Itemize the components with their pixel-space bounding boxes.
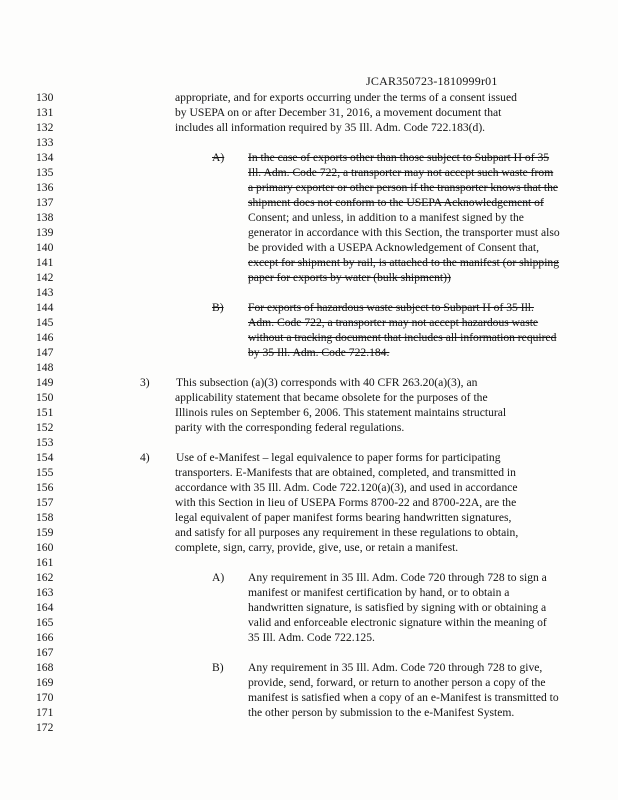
line-text: by USEPA on or after December 31, 2016, a movement document that [175,106,502,119]
line-text: Adm. Code 722, a transporter may not accept hazardous waste [248,316,539,329]
document-line [0,165,618,180]
document-line [0,285,618,300]
line-content [140,525,618,540]
line-number: 153 [36,436,54,449]
line-text: a primary exporter or other person if the transporter knows that the [248,181,559,194]
list-label: A) [212,571,225,584]
line-number: 142 [36,271,54,284]
line-number: 137 [36,196,54,209]
line-number: 163 [36,586,54,599]
document-line [0,90,618,105]
line-content [140,315,618,330]
document-line [0,180,618,195]
line-content [140,225,618,240]
document-id: JCAR350723-1810999r01 [366,74,498,88]
line-text: appropriate, and for exports occurring under the terms of a consent issued [175,91,517,104]
line-text: manifest is satisfied when a copy of an e-Manifest is transmitted to [248,691,559,704]
document-line [0,300,618,315]
line-number: 144 [36,301,54,314]
document-line [0,660,618,675]
document-line [0,120,618,135]
document-line [0,570,618,585]
document-line [0,465,618,480]
line-content [140,135,618,150]
line-content [140,630,618,645]
document-line [0,525,618,540]
document-line [0,720,618,735]
line-number: 170 [36,691,54,704]
line-number: 154 [36,451,54,464]
line-text: includes all information required by 35 Ill. Adm. Code 722.183(d). [175,121,486,134]
document-line [0,450,618,465]
line-content [140,375,618,390]
line-number: 160 [36,541,54,554]
line-content [140,585,618,600]
document-line [0,645,618,660]
line-content [140,690,618,705]
list-label: 3) [140,376,150,389]
line-content [140,195,618,210]
line-number: 143 [36,286,54,299]
document-line [0,630,618,645]
line-number: 151 [36,406,54,419]
document-line [0,600,618,615]
line-content [140,720,618,735]
document-line [0,690,618,705]
line-text: and satisfy for all purposes any requirement in these regulations to obtain, [175,526,519,539]
line-text: handwritten signature, is satisfied by signing with or obtaining a [248,601,547,614]
line-text: This subsection (a)(3) corresponds with 40 CFR 263.20(a)(3), an [176,376,478,389]
line-text: 35 Ill. Adm. Code 722.125. [248,631,375,644]
line-text [175,645,600,660]
line-number: 162 [36,571,54,584]
line-number: 166 [36,631,54,644]
line-number: 171 [36,706,54,719]
line-text [175,720,600,735]
line-text: Ill. Adm. Code 722, a transporter may not accept such waste from [248,166,554,179]
line-content [140,510,618,525]
line-content [140,405,618,420]
line-number: 138 [36,211,54,224]
line-content [140,450,618,465]
document-line [0,540,618,555]
document-line [0,360,618,375]
line-number: 140 [36,241,54,254]
line-content [140,210,618,225]
list-label: B) [212,661,224,674]
line-number: 168 [36,661,54,674]
line-number: 149 [36,376,54,389]
line-content [140,330,618,345]
document-line [0,225,618,240]
line-content [140,345,618,360]
line-number: 150 [36,391,54,404]
line-number: 161 [36,556,54,569]
line-content [140,705,618,720]
line-content [140,165,618,180]
line-content [140,105,618,120]
line-number: 156 [36,481,54,494]
line-text [175,435,600,450]
line-content [140,540,618,555]
line-number: 155 [36,466,54,479]
document-line [0,390,618,405]
line-content [140,615,618,630]
line-text: In the case of exports other than those subject to Subpart H of 35 [248,151,550,164]
line-content [140,660,618,675]
line-text: Illinois rules on September 6, 2006. This statement maintains structural [175,406,507,419]
line-number: 157 [36,496,54,509]
document-line [0,510,618,525]
document-line [0,480,618,495]
line-number: 159 [36,526,54,539]
line-number: 167 [36,646,54,659]
document-line [0,705,618,720]
line-text: complete, sign, carry, provide, give, use, or retain a manifest. [175,541,459,554]
line-number: 148 [36,361,54,374]
line-number: 164 [36,601,54,614]
line-number: 146 [36,331,54,344]
document-line [0,495,618,510]
document-line [0,675,618,690]
line-text [175,555,600,570]
line-content [140,240,618,255]
document-line [0,555,618,570]
line-content [140,270,618,285]
line-content [140,150,618,165]
line-number: 145 [36,316,54,329]
line-text: valid and enforceable electronic signature within the meaning of [248,616,547,629]
line-number: 139 [36,226,54,239]
line-content [140,300,618,315]
line-text: be provided with a USEPA Acknowledgement of Consent that, [248,241,539,254]
line-content [140,180,618,195]
line-content [140,255,618,270]
document-line [0,330,618,345]
line-number: 133 [36,136,54,149]
line-number: 132 [36,121,54,134]
document-line [0,345,618,360]
line-number: 152 [36,421,54,434]
line-content [140,570,618,585]
line-text: Any requirement in 35 Ill. Adm. Code 720 through 728 to sign a [248,571,547,584]
document-line [0,420,618,435]
line-text: the other person by submission to the e-Manifest System. [248,706,515,719]
line-text: parity with the corresponding federal regulations. [175,421,405,434]
line-content [140,285,618,300]
line-text: transporters. E-Manifests that are obtained, completed, and transmitted in [175,466,516,479]
document-line [0,105,618,120]
line-text: by 35 Ill. Adm. Code 722.184. [248,346,390,359]
line-content [140,675,618,690]
document-line [0,585,618,600]
line-content [140,390,618,405]
document-line [0,210,618,225]
document-line [0,615,618,630]
line-text [175,135,600,150]
line-text [175,360,600,375]
line-text: legal equivalent of paper manifest forms bearing handwritten signatures, [175,511,512,524]
line-text: generator in accordance with this Section, the transporter must also [248,226,560,239]
document-line [0,195,618,210]
list-label: 4) [140,451,150,464]
line-content [140,645,618,660]
line-text: with this Section in lieu of USEPA Forms 8700-22 and 8700-22A, are the [175,496,517,509]
line-text [175,285,600,300]
line-number: 135 [36,166,54,179]
line-text: except for shipment by rail, is attached to the manifest (or shipping [248,256,560,269]
document-line [0,375,618,390]
line-number: 130 [36,91,54,104]
line-number: 131 [36,106,54,119]
line-number: 136 [36,181,54,194]
line-text: manifest or manifest certification by hand, or to obtain a [248,586,510,599]
line-number: 147 [36,346,54,359]
line-content [140,600,618,615]
list-label: A) [212,151,225,164]
line-number: 134 [36,151,54,164]
line-text: Consent; and unless, in addition to a manifest signed by the [248,211,524,224]
document-line [0,435,618,450]
line-content [140,420,618,435]
line-text: shipment does not conform to the USEPA Acknowledgement of [248,196,544,209]
line-text: For exports of hazardous waste subject to Subpart H of 35 Ill. [248,301,534,314]
document-line [0,135,618,150]
line-content [140,360,618,375]
line-content [140,555,618,570]
line-text: provide, send, forward, or return to another person a copy of the [248,676,546,689]
line-content [140,90,618,105]
document-line [0,150,618,165]
line-text: paper for exports by water (bulk shipment)) [248,271,451,284]
line-text: applicability statement that became obsolete for the purposes of the [175,391,488,404]
line-text: without a tracking document that includes all information required [248,331,557,344]
list-label: B) [212,301,224,314]
line-content [140,435,618,450]
line-number: 172 [36,721,54,734]
line-text: accordance with 35 Ill. Adm. Code 722.120(a)(3), and used in accordance [175,481,518,494]
line-content [140,465,618,480]
line-text: Any requirement in 35 Ill. Adm. Code 720 through 728 to give, [248,661,543,674]
line-number: 165 [36,616,54,629]
line-number: 158 [36,511,54,524]
line-content [140,495,618,510]
document-body [0,90,618,735]
document-line [0,240,618,255]
line-number: 169 [36,676,54,689]
document-line [0,255,618,270]
document-line [0,315,618,330]
line-text: Use of e-Manifest – legal equivalence to paper forms for participating [176,451,501,464]
line-content [140,480,618,495]
document-line [0,405,618,420]
line-content [140,120,618,135]
document-line [0,270,618,285]
line-number: 141 [36,256,54,269]
